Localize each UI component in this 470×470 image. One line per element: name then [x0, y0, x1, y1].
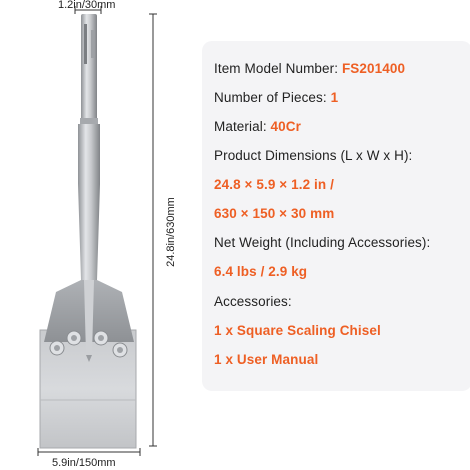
- spec-material: [214, 119, 301, 134]
- bottom-dimension-line: [38, 448, 140, 456]
- spec-model-value: FS201400: [341, 61, 406, 76]
- spec-model-number: [214, 61, 405, 76]
- spec-dimensions-inches: 24.8 × 5.9 × 1.2 in /: [214, 177, 334, 192]
- spec-accessory-manual: 1 x User Manual: [214, 352, 319, 367]
- bottom-width-dimension: 5.9in/150mm: [52, 457, 116, 469]
- top-width-dimension: 1.2in/30mm: [58, 0, 116, 11]
- spec-model-label: Item Model Number:: [214, 61, 339, 76]
- spec-material-value: 40Cr: [270, 119, 301, 134]
- spec-accessories-label: Accessories:: [214, 294, 292, 309]
- spec-pieces: [214, 90, 338, 105]
- chisel-shank: [78, 14, 100, 280]
- spec-pieces-label: Number of Pieces:: [214, 90, 327, 105]
- spec-weight-value: 6.4 lbs / 2.9 kg: [214, 264, 308, 279]
- spec-dimensions-label: Product Dimensions (L x W x H):: [214, 148, 413, 163]
- spec-weight-label: Net Weight (Including Accessories):: [214, 235, 431, 250]
- chisel-blade: [40, 280, 136, 448]
- length-dimension: 24.8in/630mm: [165, 197, 177, 267]
- top-dimension-line: [75, 6, 101, 14]
- spec-dimensions-mm: 630 × 150 × 30 mm: [214, 206, 335, 221]
- spec-material-label: Material:: [214, 119, 267, 134]
- side-dimension-line: [149, 14, 157, 446]
- spec-pieces-value: 1: [330, 90, 339, 105]
- spec-accessory-chisel: 1 x Square Scaling Chisel: [214, 323, 381, 338]
